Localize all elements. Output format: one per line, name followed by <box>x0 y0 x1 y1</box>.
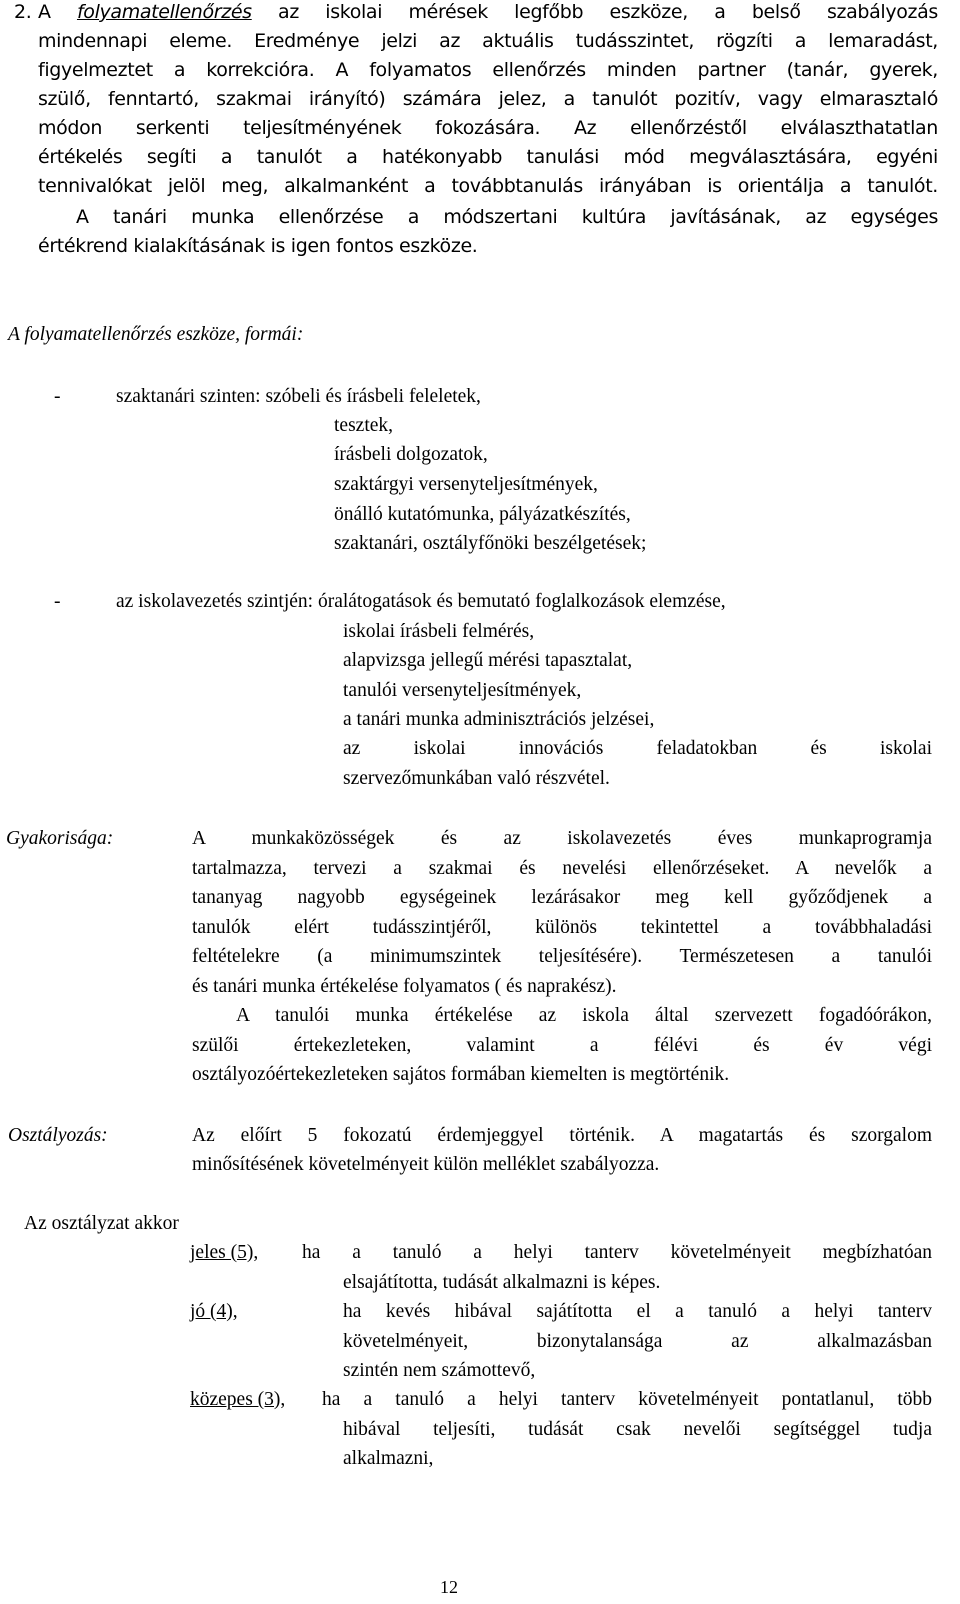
frequency-line: tanulók elért tudásszintjéről, különös tekintettel a továbbhaladási <box>192 917 932 938</box>
item-number: 2. <box>14 1 32 23</box>
grade-line: elsajátította, tudását alkalmazni is képes. <box>343 1272 661 1293</box>
term-folyamatellenorzes: folyamatellenőrzés <box>76 1 252 23</box>
list-item: önálló kutatómunka, pályázatkészítés, <box>334 504 631 525</box>
frequency-line: A tanulói munka értékelése az iskola által szervezett fogadóórákon, <box>236 1005 932 1026</box>
grade-line: hibával teljesíti, tudását csak nevelői segítséggel tudja <box>343 1419 932 1440</box>
grade-term-jeles: jeles (5), <box>190 1242 259 1263</box>
grade-term-jo: jó (4), <box>190 1301 238 1322</box>
grading-line: Az előírt 5 fokozatú érdemjeggyel történik. A magatartás és szorgalom <box>192 1125 932 1146</box>
intro-line-1: A folyamatellenőrzés az iskolai mérések legfőbb eszköze, a belső szabályozás <box>38 1 938 23</box>
grade-term-kozepes: közepes (3), <box>190 1389 286 1410</box>
intro-line-4: szülő, fenntartó, szakmai irányító) számára jelez, a tanulót pozitív, vagy elmarasztaló <box>38 88 938 110</box>
list-item: szervezőmunkában való részvétel. <box>343 768 610 789</box>
frequency-line: tartalmazza, tervezi a szakmai és nevelési ellenőrzéseket. A nevelők a <box>192 858 932 879</box>
intro-line-6: értékelés segíti a tanulót a hatékonyabb tanulási mód megválasztására, egyéni <box>38 146 938 168</box>
section-heading: A folyamatellenőrzés eszköze, formái: <box>8 324 304 345</box>
intro-line-5: módon serkenti teljesítményének fokozására. Az ellenőrzéstől elválaszthatatlan <box>38 117 938 139</box>
frequency-line: A munkaközösségek és az iskolavezetés éves munkaprogramja <box>192 828 932 849</box>
teacher-level-first: szaktanári szinten: szóbeli és írásbeli feleletek, <box>116 386 481 407</box>
list-item: tanulói versenyteljesítmények, <box>343 680 582 701</box>
list-item: tesztek, <box>334 415 394 436</box>
frequency-line: tananyag nagyobb egységeinek lezárásakor meg kell győződjenek a <box>192 887 932 908</box>
frequency-line: osztályozóértekezleteken sajátos formában kiemelten is megtörténik. <box>192 1064 730 1085</box>
list-item: szaktanári, osztályfőnöki beszélgetések; <box>334 533 647 554</box>
frequency-line: és tanári munka értékelése folyamatos ( és naprakész). <box>192 976 617 997</box>
list-item: írásbeli dolgozatok, <box>334 444 488 465</box>
intro-line-2: mindennapi eleme. Eredménye jelzi az aktuális tudásszintet, rögzíti a lemaradást, <box>38 30 938 52</box>
list-item: a tanári munka adminisztrációs jelzései, <box>343 709 655 730</box>
frequency-line: szülői értekezleteken, valamint a félévi és év végi <box>192 1035 932 1056</box>
list-item: alapvizsga jellegű mérési tapasztalat, <box>343 650 633 671</box>
frequency-line: feltételekre (a minimumszintek teljesítésére). Természetesen a tanulói <box>192 946 932 967</box>
grade-line: ha a tanuló a helyi tanterv követelményeit pontatlanul, több <box>322 1389 932 1410</box>
intro-line-7: tennivalókat jelöl meg, alkalmanként a továbbtanulás irányában is orientálja a tanulót. <box>38 175 938 197</box>
list-item: az iskolai innovációs feladatokban és iskolai <box>343 738 932 759</box>
list-item: iskolai írásbeli felmérés, <box>343 621 535 642</box>
page-number: 12 <box>440 1577 458 1597</box>
list-dash: - <box>54 386 61 407</box>
list-item: szaktárgyi versenyteljesítmények, <box>334 474 598 495</box>
grade-line: ha kevés hibával sajátította el a tanuló a helyi tanterv <box>343 1301 932 1322</box>
management-level-first: az iskolavezetés szintjén: óralátogatások és bemutató foglalkozások elemzése, <box>116 591 726 612</box>
grade-line: ha a tanuló a helyi tanterv követelményeit megbízhatóan <box>302 1242 932 1263</box>
intro-line-9: értékrend kialakításának is igen fontos eszköze. <box>38 235 478 257</box>
frequency-label: Gyakorisága: <box>6 828 114 849</box>
intro-line-8: A tanári munka ellenőrzése a módszertani kultúra javításának, az egységes <box>76 206 938 228</box>
grades-intro: Az osztályzat akkor <box>24 1213 179 1234</box>
list-dash: - <box>54 591 61 612</box>
intro-line-3: figyelmeztet a korrekcióra. A folyamatos ellenőrzés minden partner (tanár, gyerek, <box>38 59 938 81</box>
grade-line: szintén nem számottevő, <box>343 1360 536 1381</box>
grade-line: alkalmazni, <box>343 1448 434 1469</box>
grading-line: minősítésének követelményeit külön melléklet szabályozza. <box>192 1154 660 1175</box>
grade-line: követelményeit, bizonytalansága az alkalmazásban <box>343 1331 932 1352</box>
grading-label: Osztályozás: <box>8 1125 108 1146</box>
